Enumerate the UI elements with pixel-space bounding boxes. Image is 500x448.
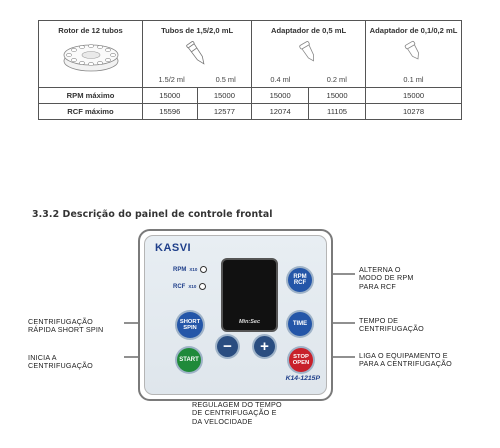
table-cell: 10278 — [366, 104, 462, 120]
time-button[interactable] — [288, 312, 312, 336]
plus-button[interactable] — [254, 336, 275, 357]
rpm-rcf-button[interactable] — [288, 268, 312, 292]
rcf-indicator — [173, 283, 206, 290]
rpm-row-label: RPM máximo — [39, 88, 143, 104]
adapter-01-header-label: Adaptador de 0,1/0,2 mL — [369, 26, 458, 35]
callout-line: MODO DE RPM — [359, 273, 414, 283]
rpm-led-icon — [200, 266, 207, 273]
small-adapter-size: 0.1 ml — [403, 75, 424, 84]
callout-line: CENTRIFUGAÇÃO — [359, 324, 424, 334]
callout-line: REGULAGEM DO TEMPO — [192, 400, 282, 409]
short-spin-label-bottom: SPIN — [183, 325, 197, 331]
control-panel — [138, 229, 333, 401]
small-adapter-icon — [403, 39, 425, 65]
table-cell: 15000 — [143, 88, 198, 104]
rcf-led-icon — [199, 283, 206, 290]
rpm-indicator-label: RPM — [173, 266, 187, 273]
short-spin-button[interactable] — [177, 312, 203, 338]
adapter-size-2: 0.2 ml — [326, 75, 347, 84]
callout-time — [359, 317, 424, 334]
callout-line: DA VELOCIDADE — [192, 416, 253, 426]
table-cell: 12074 — [252, 104, 309, 120]
start-button[interactable] — [177, 348, 201, 372]
tube-size-1: 1.5/2 ml — [158, 75, 185, 84]
minus-icon: − — [223, 337, 232, 355]
rcf-row-label: RCF máximo — [39, 104, 143, 120]
callout-adjust — [192, 401, 282, 426]
rcf-indicator-label: RCF — [173, 283, 186, 290]
callout-rpm-rcf — [359, 266, 414, 291]
rcf-multiplier: X10 — [188, 284, 197, 289]
time-button-label: TIME — [292, 320, 308, 327]
callout-line: ALTERNA O — [359, 265, 401, 274]
table-cell: 15000 — [366, 88, 462, 104]
stop-open-button[interactable] — [289, 348, 313, 372]
tubes-subheaders — [143, 75, 251, 84]
start-button-label: START — [179, 356, 199, 363]
rpm-rcf-button-label-bottom: RCF — [293, 280, 307, 286]
adapter-01-subheaders — [366, 75, 461, 84]
tube-icon — [184, 39, 210, 69]
panel-face — [144, 235, 327, 395]
adapter-05-header-cell — [252, 21, 366, 88]
callout-short-spin — [28, 318, 103, 335]
tube-size-2: 0.5 ml — [215, 75, 236, 84]
adapter-size-1: 0.4 ml — [270, 75, 291, 84]
tubes-header-label: Tubos de 1,5/2,0 mL — [161, 26, 234, 35]
callout-line: PARA A CENTRIFUGAÇÃO — [359, 359, 452, 369]
table-row-rcf — [39, 104, 462, 120]
rotor-header-cell — [39, 21, 143, 88]
display-label: Min:Sec — [238, 319, 261, 325]
open-label: OPEN — [292, 360, 310, 366]
lcd-display — [221, 258, 278, 332]
short-spin-label-top: SHORT — [179, 318, 201, 325]
table-cell: 15000 — [197, 88, 252, 104]
tubes-header-cell — [143, 21, 252, 88]
brand-logo: KASVI — [155, 242, 192, 254]
plus-icon: + — [260, 337, 269, 355]
table-cell: 15000 — [309, 88, 366, 104]
callout-line: CENTRIFUGAÇÃO — [28, 317, 93, 326]
callout-line: CENTRIFUGAÇÃO — [28, 361, 93, 371]
callout-line: DE CENTRIFUGAÇÃO E — [192, 408, 277, 418]
stop-label: STOP — [293, 353, 309, 360]
rpm-rcf-button-label-top: RPM — [293, 273, 307, 280]
table-cell: 12577 — [197, 104, 252, 120]
rpm-multiplier: X10 — [189, 267, 198, 272]
table-header-row — [39, 21, 462, 88]
table-cell: 11105 — [309, 104, 366, 120]
callout-line: TEMPO DE — [359, 316, 399, 325]
rotor-icon — [61, 39, 121, 73]
adapter-05-header-label: Adaptador de 0,5 mL — [271, 26, 347, 35]
callout-line: PARA RCF — [359, 281, 397, 291]
rotor-header-label: Rotor de 12 tubos — [58, 26, 123, 35]
callout-line: INICIA A — [28, 353, 57, 362]
callout-stop — [359, 352, 452, 369]
callout-line: RÁPIDA SHORT SPIN — [28, 325, 104, 335]
minus-button[interactable] — [217, 336, 238, 357]
specification-table — [38, 20, 462, 120]
rpm-indicator — [173, 266, 207, 273]
adapter-01-header-cell — [366, 21, 462, 88]
table-row-rpm — [39, 88, 462, 104]
model-number: K14-1215P — [285, 375, 320, 382]
adapter-05-subheaders — [252, 75, 365, 84]
callout-start — [28, 354, 93, 371]
section-heading: 3.3.2 Descrição do painel de controle frontal — [32, 209, 273, 220]
table-cell: 15000 — [252, 88, 309, 104]
adapter-icon — [297, 39, 321, 67]
table-cell: 15596 — [143, 104, 198, 120]
callout-line: LIGA O EQUIPAMENTO E — [359, 351, 448, 360]
